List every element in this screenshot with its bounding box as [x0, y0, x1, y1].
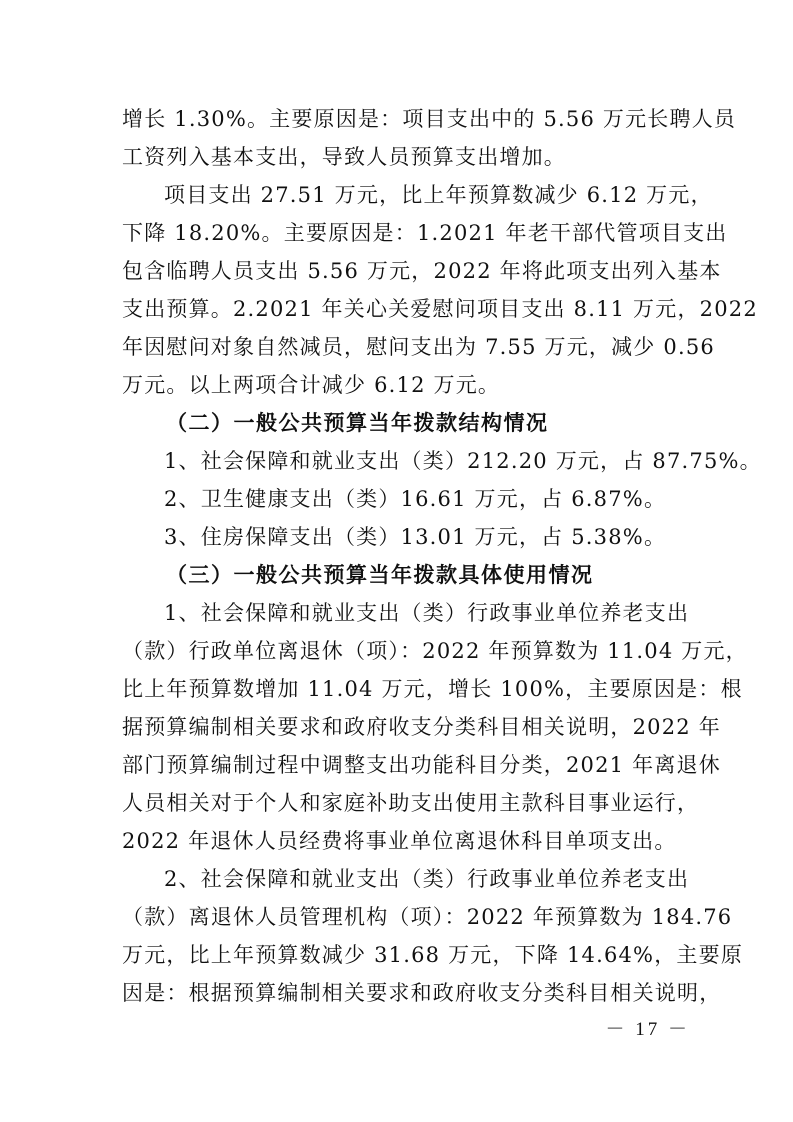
- body-text-line: 下降 18.20%。主要原因是：1.2021 年老干部代管项目支出: [122, 221, 728, 245]
- body-text-line: 年因慰问对象自然减员，慰问支出为 7.55 万元，减少 0.56: [122, 335, 715, 359]
- body-text-line: 工资列入基本支出，导致人员预算支出增加。: [122, 145, 566, 169]
- paragraph-start-line: 项目支出 27.51 万元，比上年预算数减少 6.12 万元，: [164, 183, 713, 207]
- body-text-line: 部门预算编制过程中调整支出功能科目分类，2021 年离退休: [122, 753, 721, 777]
- page-number: － 17 －: [605, 1019, 690, 1040]
- body-text-line: 万元。以上两项合计减少 6.12 万元。: [122, 373, 501, 397]
- body-text-line: 据预算编制相关要求和政府收支分类科目相关说明，2022 年: [122, 715, 721, 739]
- body-text-line: 人员相关对于个人和家庭补助支出使用主款科目事业运行，: [122, 791, 700, 815]
- body-text-line: 包含临聘人员支出 5.56 万元，2022 年将此项支出列入基本: [122, 259, 722, 283]
- body-text-line: （款）离退休人员管理机构（项）：2022 年预算数为 184.76: [122, 905, 733, 929]
- body-text-line: （款）行政单位离退休（项）：2022 年预算数为 11.04 万元，: [122, 639, 748, 663]
- body-text-line: 万元，比上年预算数减少 31.68 万元，下降 14.64%，主要原: [122, 943, 744, 967]
- body-text-line: 因是：根据预算编制相关要求和政府收支分类科目相关说明，: [122, 981, 722, 1005]
- list-item-3: 3、住房保障支出（类）13.01 万元，占 5.38%。: [164, 525, 667, 549]
- list-item-1: 1、社会保障和就业支出（类）212.20 万元，占 87.75%。: [164, 449, 762, 473]
- body-text-line: 2022 年退休人员经费将事业单位离退休科目单项支出。: [122, 829, 677, 853]
- body-text-line: 支出预算。2.2021 年关心关爱慰问项目支出 8.11 万元，2022: [122, 297, 758, 321]
- list-item-2: 2、卫生健康支出（类）16.61 万元，占 6.87%。: [164, 487, 667, 511]
- section-heading-3: （三）一般公共预算当年拨款具体使用情况: [166, 563, 594, 587]
- body-text-line: 增长 1.30%。主要原因是：项目支出中的 5.56 万元长聘人员: [122, 107, 737, 131]
- paragraph-start-line: 1、社会保障和就业支出（类）行政事业单位养老支出: [164, 601, 690, 625]
- paragraph-start-line: 2、社会保障和就业支出（类）行政事业单位养老支出: [164, 867, 690, 891]
- body-text-line: 比上年预算数增加 11.04 万元，增长 100%，主要原因是：根: [122, 677, 743, 701]
- section-heading-2: （二）一般公共预算当年拨款结构情况: [166, 411, 549, 435]
